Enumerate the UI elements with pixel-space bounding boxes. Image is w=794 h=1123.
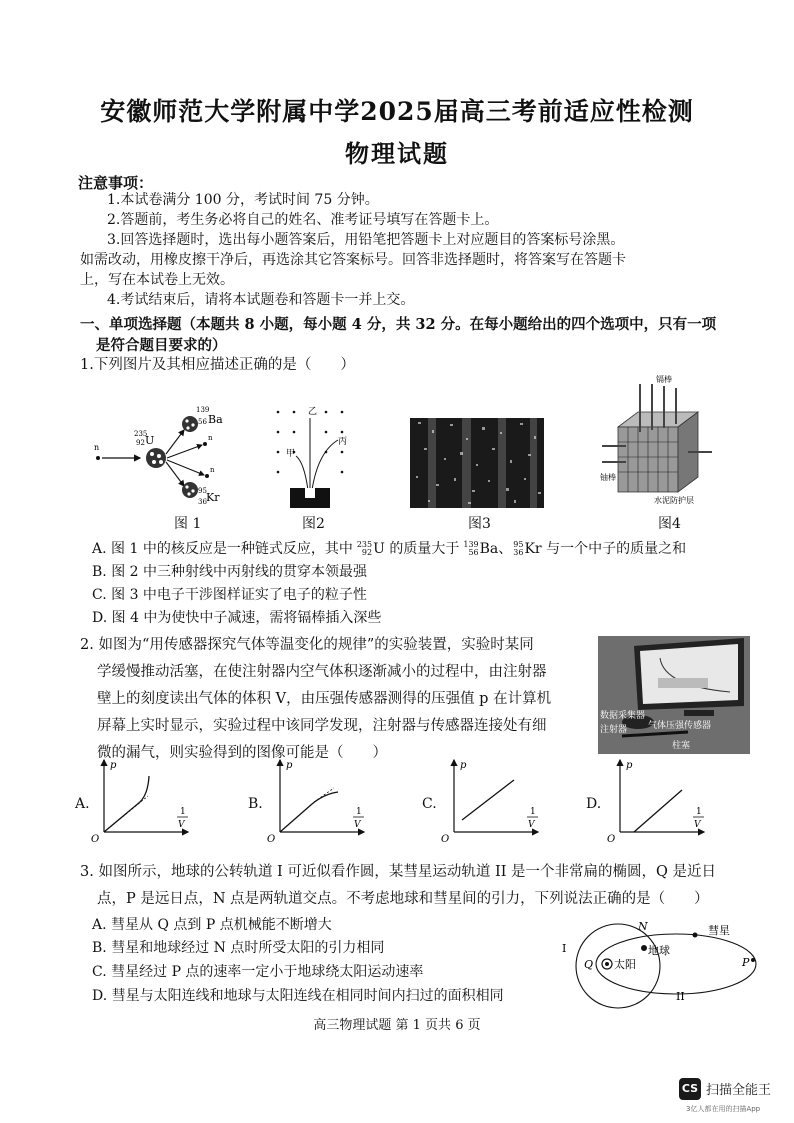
svg-text:95: 95 (198, 487, 207, 495)
svg-text:p: p (626, 760, 633, 771)
svg-text:1: 1 (530, 807, 536, 817)
graph-a-label: A. (75, 796, 90, 812)
section-heading: 一、单项选择题（本题共 8 小题，每小题 4 分，共 32 分。在每小题给出的四个选项中，只有一项 (80, 316, 717, 333)
svg-text:II: II (676, 990, 685, 1003)
svg-text:O: O (441, 834, 450, 842)
graph-b-label: B. (248, 796, 263, 812)
svg-text:1: 1 (696, 807, 702, 817)
svg-text:丙: 丙 (338, 437, 348, 447)
fig2-caption: 图2 (302, 516, 325, 532)
uranium-nucleus (146, 448, 166, 468)
svg-text:Kr: Kr (206, 491, 220, 504)
camscanner-tagline: 3亿人都在用的扫描App (686, 1105, 761, 1113)
svg-text:彗星: 彗星 (708, 924, 730, 937)
q1-stem: 1.下列图片及其相应描述正确的是（ ） (80, 357, 355, 373)
svg-text:1: 1 (356, 807, 362, 817)
q1-option-b: B. 图 2 中三种射线中丙射线的贯穿本领最强 (92, 564, 367, 580)
q2-line-2: 学缓慢推动活塞，在使注射器内空气体积逐渐减小的过程中，由注射器 (97, 664, 547, 680)
ray-bing (312, 440, 338, 490)
svg-text:V: V (178, 820, 185, 830)
note-3: 3.回答选择题时，选出每小题答案后，用铅笔把答题卡上对应题目的答案标号涂黑。 (107, 232, 625, 248)
notes-heading: 注意事项： (78, 174, 154, 192)
note-4: 4.考试结束后，请将本试题卷和答题卡一并上交。 (107, 292, 415, 308)
graph-b-curve (280, 792, 338, 832)
q3-line-1: 3. 如图所示，地球的公转轨道 I 可近似看作圆，某彗星运动轨道 II 是一个非常扁的椭圆，Q 是近日 (80, 864, 717, 880)
graph-d (604, 756, 714, 842)
svg-text:Q: Q (584, 958, 594, 971)
graph-c-line (462, 780, 514, 820)
apparatus-photo (598, 636, 750, 754)
q3-option-c: C. 彗星经过 P 点的速率一定小于地球绕太阳运动速率 (92, 964, 424, 980)
svg-text:地球: 地球 (648, 944, 670, 957)
svg-text:1: 1 (180, 807, 186, 817)
krypton-nucleus (182, 482, 198, 498)
radiation-figure (268, 402, 352, 510)
svg-text:n: n (208, 434, 213, 442)
svg-text:O: O (267, 834, 276, 842)
q2-line-1: 2. 如图为“用传感器探究气体等温变化的规律”的实验装置，实验时某同 (80, 637, 534, 653)
svg-text:36: 36 (198, 498, 207, 506)
earth (641, 945, 647, 951)
camscanner-name: 扫描全能王 (706, 1083, 772, 1098)
q1-option-d: D. 图 4 中为使快中子减速，需将镉棒插入深些 (92, 610, 382, 626)
ray-jia (296, 456, 308, 490)
graph-b (264, 756, 374, 842)
interference-figure (410, 418, 544, 508)
svg-text:139: 139 (196, 406, 210, 414)
q2-line-5: 微的漏气，则实验得到的图像可能是（ ） (97, 745, 387, 761)
q3-option-a: A. 彗星从 Q 点到 P 点机械能不断增大 (92, 917, 332, 933)
svg-text:92: 92 (136, 439, 145, 447)
graph-a (88, 756, 198, 842)
note-2: 2.答题前，考生务必将自己的姓名、准考证号填写在答题卡上。 (107, 212, 499, 228)
svg-text:Ba: Ba (208, 413, 223, 426)
page-footer: 高三物理试题 第 1 页共 6 页 (313, 1018, 481, 1033)
fig1-caption: 图 1 (174, 516, 202, 532)
svg-text:n: n (210, 466, 215, 474)
svg-text:数据采集器: 数据采集器 (600, 711, 646, 721)
svg-text:甲: 甲 (286, 449, 296, 459)
svg-text:I: I (562, 942, 567, 955)
svg-text:N: N (638, 920, 648, 933)
neutron-label: n (94, 443, 100, 452)
q2-line-4: 屏幕上实时显示，实验过程中该同学发现，注射器与传感器连接处有细 (97, 718, 547, 734)
svg-text:水泥防护层: 水泥防护层 (654, 496, 694, 505)
exam-subject: 物理试题 (345, 139, 449, 168)
svg-text:p: p (110, 760, 117, 771)
q3-option-d: D. 彗星与太阳连线和地球与太阳连线在相同时间内扫过的面积相同 (92, 988, 504, 1004)
svg-text:235: 235 (134, 430, 148, 438)
svg-text:注射器: 注射器 (600, 725, 628, 735)
barium-nucleus (182, 416, 198, 432)
svg-text:p: p (286, 760, 293, 771)
q1-option-a: A. 图 1 中的核反应是一种链式反应，其中 235 92U 的质量大于 139 56Ba、95 36Kr 与一个中子的质量之和 (92, 540, 687, 557)
fig4-caption: 图4 (658, 516, 681, 532)
graph-d-label: D. (586, 796, 602, 812)
svg-text:乙: 乙 (308, 407, 318, 417)
note-3-end: 上，写在本试卷上无效。 (80, 272, 234, 288)
orbit-figure (558, 918, 768, 1010)
camscanner-logo: CS (679, 1078, 701, 1100)
q3-option-b: B. 彗星和地球经过 N 点时所受太阳的引力相同 (92, 940, 385, 956)
graph-c (438, 756, 548, 842)
q3-line-2: 点，P 是远日点，N 点是两轨道交点。不考虑地球和彗星间的引力，下列说法正确的是（ ） (97, 891, 709, 907)
svg-text:P: P (742, 956, 750, 969)
section-heading-cont: 是符合题目要求的） (96, 337, 227, 354)
svg-text:56: 56 (198, 418, 207, 426)
q1-option-c: C. 图 3 中电子干涉图样证实了电子的粒子性 (92, 587, 367, 603)
fission-figure (92, 400, 232, 512)
svg-text:V: V (528, 820, 535, 830)
svg-text:O: O (607, 834, 616, 842)
svg-text:V: V (694, 820, 701, 830)
note-1: 1.本试卷满分 100 分，考试时间 75 分钟。 (107, 192, 379, 208)
svg-text:太阳: 太阳 (614, 958, 636, 971)
svg-text:U: U (145, 434, 155, 447)
svg-text:p: p (460, 760, 467, 771)
fig3-caption: 图3 (468, 516, 491, 532)
comet (693, 933, 698, 938)
q2-line-3: 壁上的刻度读出气体的体积 V，由压强传感器测得的压强值 p 在计算机 (97, 691, 552, 707)
graph-d-line (634, 790, 682, 832)
svg-text:柱塞: 柱塞 (672, 741, 691, 751)
svg-text:O: O (91, 834, 100, 842)
exam-title: 安徽师范大学附属中学2025届高三考前适应性检测 (100, 97, 694, 126)
reactor-figure (598, 372, 718, 510)
graph-c-label: C. (422, 796, 437, 812)
svg-text:铀棒: 铀棒 (600, 473, 616, 482)
svg-text:V: V (354, 820, 361, 830)
note-3-cont: 如需改动，用橡皮擦干净后，再选涂其它答案标号。回答非选择题时，将答案写在答题卡 (80, 252, 626, 268)
graph-a-curve (104, 776, 149, 832)
svg-text:气体压强传感器: 气体压强传感器 (648, 721, 712, 731)
svg-text:镉棒: 镉棒 (656, 375, 672, 384)
